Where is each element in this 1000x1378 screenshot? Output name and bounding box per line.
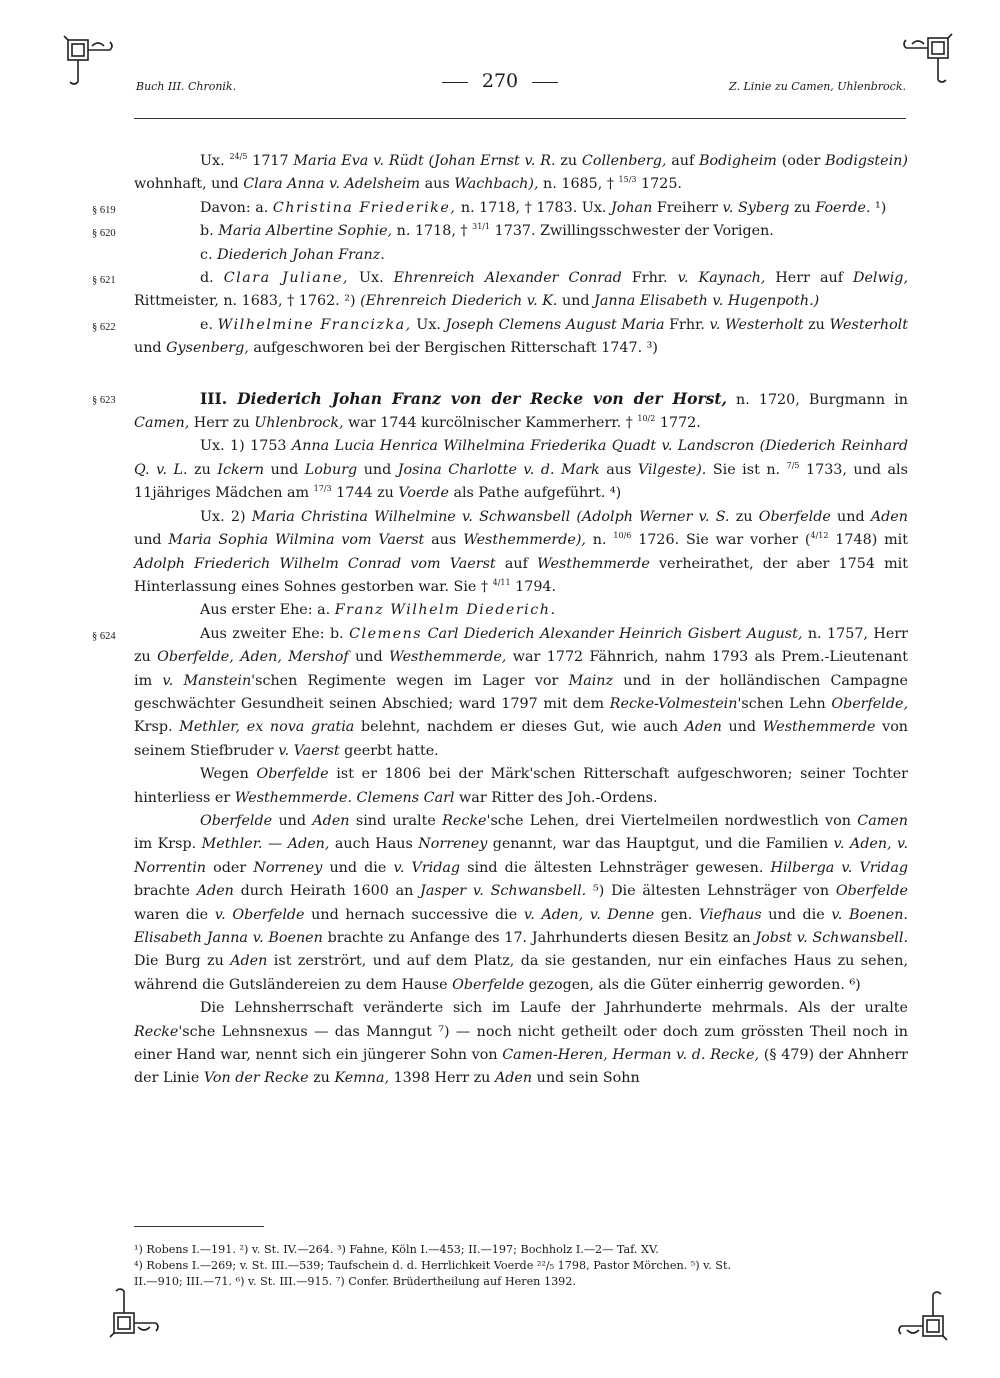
header-rule [134, 118, 906, 119]
paragraph: § 620 b. Maria Albertine Sophie, n. 1718, † $^{31/1}$ 1737. Zwillingsschwester der Vorigen. [134, 220, 908, 243]
body-text [92, 150, 909, 1091]
footnote-line: II.—910; III.—71. ⁶) v. St. III.—915. ⁷) Confer. Brüdertheilung auf Heren 1392. [134, 1275, 576, 1288]
footnote-rule [134, 1226, 264, 1227]
paragraph: Ux. 1) 1753 Anna Lucia Henrica Wilhelmina Friederika Quadt v. Landscron (Diederich Reinhard Q. v. L. zu Ickern und Loburg und Josina Charlotte v. d. Mark aus Vilgeste). Sie ist n. $^{7/5}$ 1733, und als 11jähriges Mädchen am $^{17/3}$ 1744 zu Voerde als Pathe aufgeführt. ⁴) [134, 438, 909, 502]
section-number: § 624 [92, 630, 116, 642]
section-number: § 621 [92, 275, 116, 287]
corner-ornament-bottom-right-icon [895, 1288, 953, 1346]
paragraph: § 619 Davon: a. Christina Friederike, n. 1718, † 1783. Ux. Johan Freiherr v. Syberg zu Foerde. ¹) [134, 197, 908, 220]
running-header-left: Buch III. Chronik. [136, 80, 237, 93]
paragraph: Ux. $^{24/5}$ 1717 Maria Eva v. Rüdt (Johan Ernst v. R. zu Collenberg, auf Bodigheim (oder Bodigstein) wohnhaft, und Clara Anna v. Adelsheim aus Wachbach), n. 1685, † $^{15/3}$ 1725. [134, 152, 908, 193]
page-number: 270 [481, 70, 519, 92]
paragraph: Wegen Oberfelde ist er 1806 bei der Märk'schen Ritterschaft aufgeschworen; seiner Tochter hinterliess er Westhemmerde. Clemens Carl war Ritter des Joh.-Ordens. [134, 766, 908, 806]
paragraph: Die Lehnsherrschaft veränderte sich im Laufe der Jahrhunderte mehrmals. Als der uralte Recke'sche Lehnsnexus — das Manngut ⁷) — noch nicht getheilt oder doch zum grössten Theil noch in einer Hand war, nennt sich ein jüngerer Sohn von Camen-Heren, Herman v. d. Recke, (§ 479) der Ahnherr der Linie Von der Recke zu Kemna, 1398 Herr zu Aden und sein Sohn [134, 1000, 908, 1087]
paragraph: Aus erster Ehe: a. Franz Wilhelm Diederich. [200, 602, 557, 619]
paragraph: § 624 Aus zweiter Ehe: b. Clemens Carl Diederich Alexander Heinrich Gisbert August, n. 1757, Herr zu Oberfelde, Aden, Mershof und Westhemmerde, war 1772 Fähnrich, nahm 1793 als Prem.-Lieutenant im v. Manstein'schen Regimente wegen im Lager vor Mainz und in der holländischen Campagne geschwächter Gesundheit seinen Abschied; ward 1797 mit dem Recke-Volmestein'schen Lehn Oberfelde, Krsp. Methler, ex nova gratia belehnt, nachdem er dieses Gut, wie auch Aden und Westhemmerde von seinem Stiefbruder v. Vaerst geerbt hatte. [92, 625, 909, 759]
paragraph: Oberfelde und Aden sind uralte Recke'sche Lehen, drei Viertelmeilen nordwestlich von Camen im Krsp. Methler. — Aden, auch Haus Norreney genannt, war das Hauptgut, und die Familien v. Aden, v. Norrentin oder Norreney und die v. Vridag sind die ältesten Lehnsträger gewesen. Hilberga v. Vridag brachte Aden durch Heirath 1600 an Jasper v. Schwansbell. ⁵) Die ältesten Lehnsträger von Oberfelde waren die v. Oberfelde und hernach successive die v. Aden, v. Denne gen. Viefhaus und die v. Boenen. Elisabeth Janna v. Boenen brachte zu Anfange des 17. Jahrhunderts diesen Besitz an Jobst v. Schwansbell. Die Burg zu Aden ist zerstrört, und auf dem Platz, da sie gestanden, nur ein einfaches Haus zu sehen, während die Gutsländereien zu dem Hause Oberfelde gezogen, als die Güter einherrig geworden. ⁶) [134, 812, 909, 993]
corner-ornament-bottom-left-icon [104, 1285, 162, 1343]
paragraph: § 623 III. Diederich Johan Franz von der Recke von der Horst, n. 1720, Burgmann in Camen, Herr zu Uhlenbrock, war 1744 kurcölnischer Kammerherr. † $^{10/2}$ 1772. [92, 388, 908, 432]
footnote-line: ¹) Robens I.—191. ²) v. St. IV.—264. ³) Fahne, Köln I.—453; II.—197; Bochholz I.—2— Taf. XV. [134, 1243, 659, 1256]
section-number: § 622 [92, 321, 116, 333]
running-header-right: Z. Linie zu Camen, Uhlenbrock. [729, 80, 906, 93]
paragraph: c. Diederich Johan Franz. [200, 246, 385, 263]
paragraph: Ux. 2) Maria Christina Wilhelmine v. Schwansbell (Adolph Werner v. S. zu Oberfelde und Aden und Maria Sophia Wilmina vom Vaerst aus Westhemmerde), n. $^{10/6}$ 1726. Sie war vorher ($^{4/12}$ 1748) mit Adolph Friederich Wilhelm Conrad vom Vaerst auf Westhemmerde verheirathet, der aber 1754 mit Hinterlassung eines Sohnes gestorben war. Sie † $^{4/11}$ 1794. [134, 508, 908, 595]
footnotes [134, 1242, 908, 1290]
section-number: § 619 [92, 204, 116, 216]
section-number: § 620 [92, 228, 116, 240]
paragraph: § 622 e. Wilhelmine Francizka, Ux. Joseph Clemens August Maria Frhr. v. Westerholt zu Westerholt und Gysenberg, aufgeschworen bei der Bergischen Ritterschaft 1747. ³) [92, 316, 908, 357]
footnote-line: ⁴) Robens I.—269; v. St. III.—539; Taufschein d. d. Herrlichkeit Voerde ²²/₅ 1798, Pastor Mörchen. ⁵) v. St. [134, 1259, 732, 1272]
paragraph: § 621 d. Clara Juliane, Ux. Ehrenreich Alexander Conrad Frhr. v. Kaynach, Herr auf Delwig, Rittmeister, n. 1683, † 1762. ²) (Ehrenreich Diederich v. K. und Janna Elisabeth v. Hugenpoth.) [92, 270, 909, 310]
section-number: § 623 [92, 394, 116, 406]
